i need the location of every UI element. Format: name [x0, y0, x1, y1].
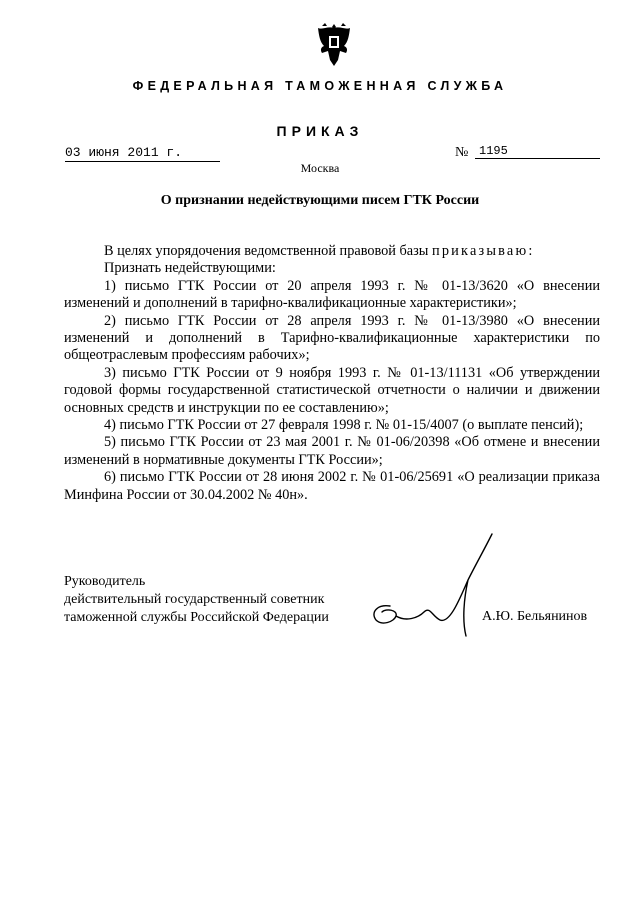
order-date: 03 июня 2011 г. [65, 145, 220, 162]
list-item: 1) письмо ГТК России от 20 апреля 1993 г. № 01-13/3620 «О внесении изменений и дополнений в тарифно-квалификационные характеристики»; [64, 277, 600, 312]
signatory-line: таможенной службы Российской Федерации [64, 610, 329, 625]
intro-verb: приказываю: [431, 243, 535, 259]
order-number-label: № [455, 145, 469, 160]
coat-of-arms-emblem [314, 20, 354, 70]
document-body [64, 243, 600, 504]
list-item: 2) письмо ГТК России от 28 апреля 1993 г. № 01-13/3980 «О внесении изменений и дополнений в Тарифно-квалификационные характеристики по общеотраслевым профессиям рабочих»; [64, 312, 600, 364]
list-item: 5) письмо ГТК России от 23 мая 2001 г. № 01-06/20398 «Об отмене и внесении изменений в нормативные документы ГТК России»; [64, 434, 600, 468]
handwritten-signature [360, 528, 525, 648]
signatory-line: действительный государственный советник [64, 592, 325, 607]
order-number: 1195 [475, 145, 600, 159]
signatory-title [64, 573, 329, 627]
intro-text: В целях упорядочения ведомственной правовой базы [104, 243, 429, 259]
list-item: 6) письмо ГТК России от 28 июня 2002 г. № 01-06/25691 «О реализации приказа Минфина России от 30.04.2002 № 40н». [64, 469, 600, 503]
list-item: 4) письмо ГТК России от 27 февраля 1998 г. № 01-15/4007 (о выплате пенсий); [104, 417, 584, 434]
document-type: ПРИКАЗ [276, 123, 364, 139]
agency-name: ФЕДЕРАЛЬНАЯ ТАМОЖЕННАЯ СЛУЖБА [132, 79, 508, 93]
signatory-line: Руководитель [64, 574, 146, 589]
document-title: О признании недействующими писем ГТК России [160, 193, 480, 208]
signer-name: А.Ю. Бельянинов [482, 609, 588, 624]
city: Москва [300, 161, 340, 175]
lead-paragraph: Признать недействующими: [104, 260, 276, 277]
list-item: 3) письмо ГТК России от 9 ноября 1993 г. № 01-13/11131 «Об утверждении годовой формы государственной статистической отчетности о наличии и движении основных средств и инструкции по ее составлению»; [64, 364, 600, 416]
intro-paragraph [64, 243, 600, 260]
